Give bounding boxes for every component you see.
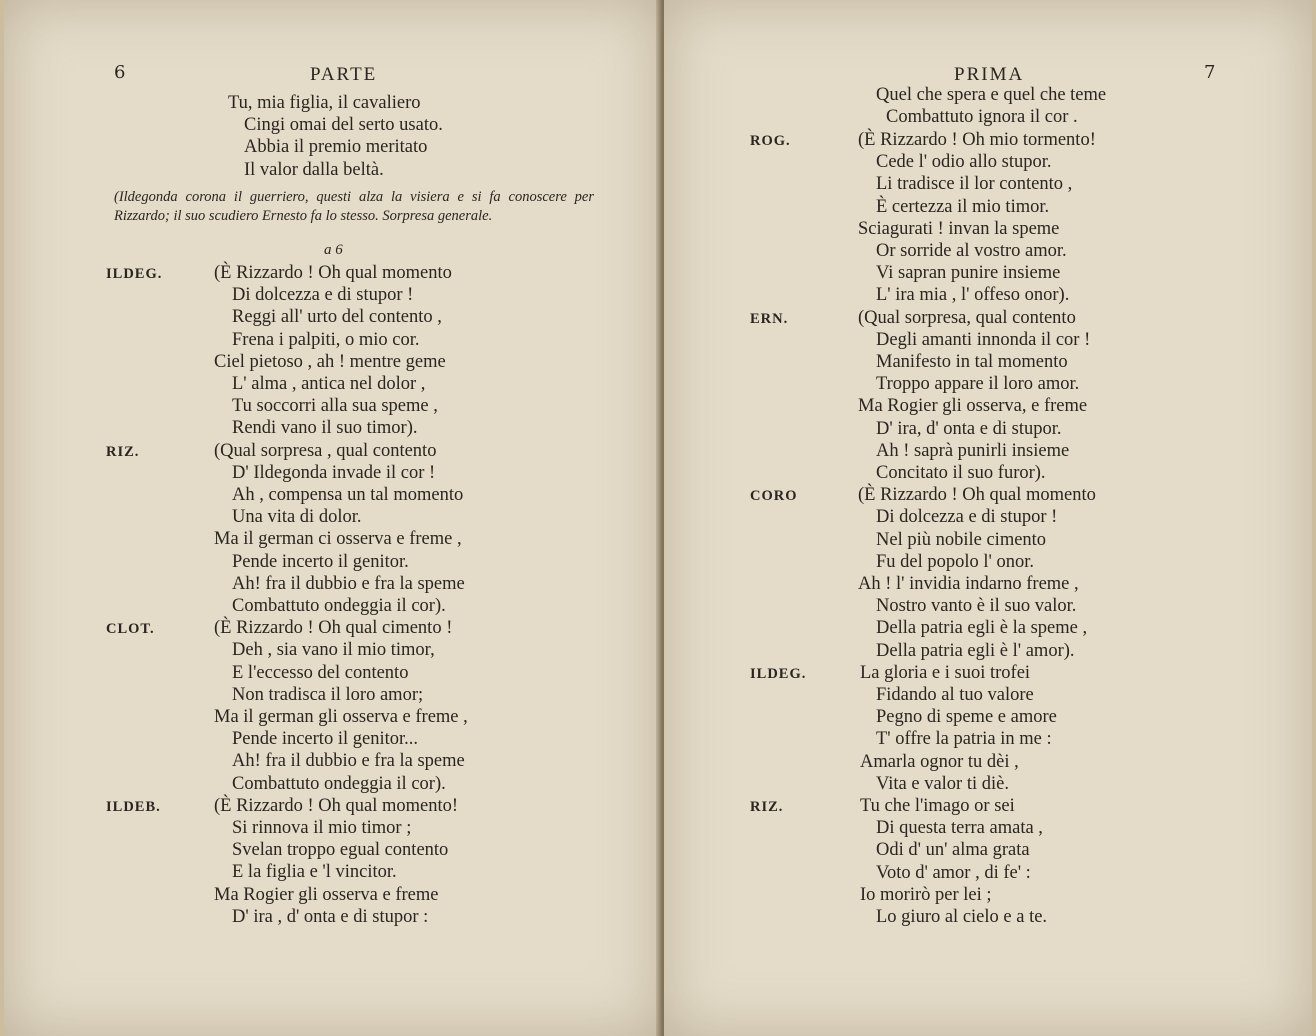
verse-line: Combattuto ondeggia il cor). (232, 773, 446, 794)
verse-line: L' alma , antica nel dolor , (232, 374, 426, 394)
verse-line: (Qual sorpresa , qual contento (214, 440, 437, 461)
verse-line: Concitato il suo furor). (876, 463, 1046, 483)
page-number-left: 6 (114, 62, 127, 83)
speaker-label: ILDEG. (106, 266, 163, 282)
verse-line: Cede l' odio allo stupor. (876, 152, 1052, 173)
verse-line: Nel più nobile cimento (876, 529, 1047, 550)
verse-line: Vita e valor ti diè. (876, 773, 1009, 794)
verse-line: È certezza il mio timor. (876, 196, 1050, 217)
verse-line: Sciagurati ! invan la speme (858, 218, 1060, 239)
verse-line: Amarla ognor tu dèi , (860, 751, 1019, 772)
verse-line: Abbia il premio meritato (244, 137, 428, 158)
verse-line: E la figlia e 'l vincitor. (232, 862, 397, 883)
verse-line: Ah ! saprà punirli insieme (876, 440, 1070, 461)
verse-line: Combattuto ondeggia il cor). (232, 596, 446, 616)
verse-line: Di questa terra amata , (876, 818, 1043, 839)
verse-line: Della patria egli è la speme , (876, 618, 1088, 639)
right-page (664, 0, 1312, 1036)
verse-line: Manifesto in tal momento (876, 352, 1068, 372)
verse-line: Tu, mia figlia, il cavaliero (228, 93, 421, 113)
verse-line: D' ira, d' onta e di stupor. (876, 418, 1062, 439)
verse-line: Ah , compensa un tal momento (232, 485, 464, 505)
verse-line: Troppo appare il loro amor. (876, 374, 1080, 395)
verse-line: Vi sapran punire insieme (876, 263, 1061, 284)
verse-line: Ah ! l' invidia indarno freme , (858, 574, 1079, 594)
running-head-left: PARTE (310, 64, 378, 85)
verse-line: (È Rizzardo ! Oh qual momento (214, 263, 452, 283)
verse-line: Svelan troppo egual contento (232, 840, 449, 861)
verse-line: Una vita di dolor. (232, 507, 362, 528)
verse-line: E l'eccesso del contento (232, 662, 409, 683)
verse-line: Ah! fra il dubbio e fra la speme (232, 751, 465, 772)
verse-line: Di dolcezza e di stupor ! (876, 507, 1058, 528)
verse-line: Or sorride al vostro amor. (876, 241, 1067, 261)
verse-line: (È Rizzardo ! Oh qual cimento ! (214, 618, 453, 639)
verse-line: Li tradisce il lor contento , (876, 174, 1073, 195)
speaker-label: ILDEB. (106, 798, 161, 815)
speaker-label: ERN. (750, 310, 789, 327)
page-number-right: 7 (1204, 62, 1217, 83)
running-head-right: PRIMA (954, 64, 1025, 85)
speaker-label: ILDEG. (750, 665, 807, 682)
verse-line: La gloria e i suoi trofei (860, 662, 1031, 683)
speaker-label: RIZ. (750, 799, 784, 815)
speaker-label: ROG. (750, 133, 791, 149)
verse-line: Ma Rogier gli osserva, e freme (858, 396, 1088, 417)
speaker-label: CORO (750, 488, 798, 505)
verse-line: Fidando al tuo valore (876, 685, 1034, 705)
verse-line: Reggi all' urto del contento , (232, 307, 442, 328)
verse-line: Deh , sia vano il mio timor, (232, 640, 435, 661)
verse-line: Lo giuro al cielo e a te. (876, 907, 1048, 927)
verse-line: Voto d' amor , di fe' : (876, 862, 1031, 883)
verse-line: Tu soccorri alla sua speme , (232, 396, 438, 417)
verse-line: Frena i palpiti, o mio cor. (232, 329, 420, 350)
verse-line: Odi d' un' alma grata (876, 840, 1030, 861)
ensemble-marker: a 6 (324, 242, 343, 258)
verse-line: Ma il german gli osserva e freme , (214, 707, 468, 727)
speaker-label: RIZ. (106, 443, 140, 460)
verse-line: (È Rizzardo ! Oh qual momento (858, 485, 1096, 506)
verse-line: Ma il german ci osserva e freme , (214, 529, 462, 550)
verse-line: D' ira , d' onta e di stupor : (232, 906, 429, 927)
verse-line: T' offre la patria in me : (876, 729, 1052, 750)
verse-line: Fu del popolo l' onor. (876, 551, 1035, 572)
verse-line: Il valor dalla beltà. (244, 159, 384, 180)
verse-line: Pende incerto il genitor... (232, 729, 418, 750)
verse-line: Degli amanti innonda il cor ! (876, 329, 1091, 350)
verse-line: Nostro vanto è il suo valor. (876, 596, 1077, 617)
stage-direction: (Ildegonda corona il guerriero, questi alza la visiera e si fa conoscere per Rizzardo; il suo scudiero Ernesto fa lo stesso. Sorpresa generale. (114, 189, 594, 224)
verse-line: Non tradisca il loro amor; (232, 684, 424, 705)
verse-line: Combattuto ignora il cor . (886, 107, 1078, 128)
verse-line: Della patria egli è l' amor). (876, 640, 1075, 661)
verse-line: D' Ildegonda invade il cor ! (232, 462, 436, 483)
verse-line: Ma Rogier gli osserva e freme (214, 884, 439, 905)
speaker-label: CLOT. (106, 621, 155, 638)
verse-line: Cingi omai del serto usato. (244, 115, 443, 136)
verse-line: (Qual sorpresa, qual contento (858, 307, 1076, 328)
verse-line: Di dolcezza e di stupor ! (232, 285, 414, 306)
verse-line: Quel che spera e quel che teme (876, 85, 1107, 105)
verse-line: Ciel pietoso , ah ! mentre geme (214, 351, 446, 372)
verse-line: L' ira mia , l' offeso onor). (876, 285, 1070, 306)
verse-line: (È Rizzardo ! Oh mio tormento! (858, 130, 1096, 150)
verse-line: (È Rizzardo ! Oh qual momento! (214, 795, 459, 816)
verse-line: Si rinnova il mio timor ; (232, 818, 412, 838)
verse-line: Pegno di speme e amore (876, 707, 1057, 728)
verse-line: Io morirò per lei ; (860, 884, 992, 905)
verse-line: Rendi vano il suo timor). (232, 418, 418, 439)
verse-line: Pende incerto il genitor. (232, 551, 409, 572)
left-page (4, 0, 660, 1036)
verse-line: Tu che l'imago or sei (860, 796, 1015, 816)
verse-line: Ah! fra il dubbio e fra la speme (232, 573, 465, 594)
